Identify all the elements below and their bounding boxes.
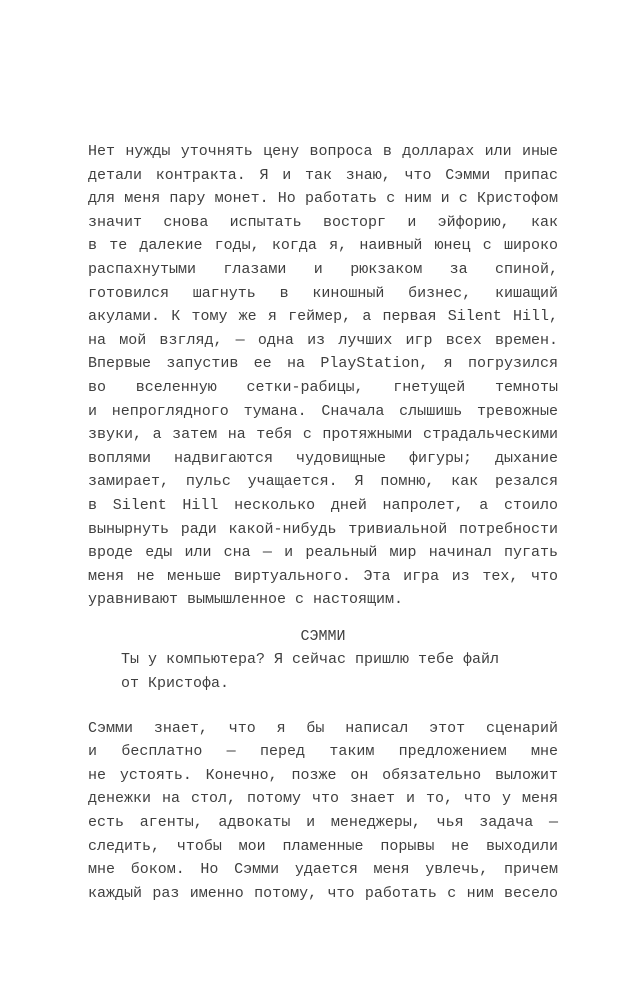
text-line: акулами. К тому же я геймер, а первая Silent Hill, [88, 308, 558, 326]
text-line: и бесплатно — перед таким предложением мне [88, 743, 558, 761]
screenplay-dialogue-block [88, 625, 558, 696]
page-text-column [88, 140, 558, 905]
text-line: и непроглядного тумана. Сначала слышишь тревожные [88, 402, 558, 420]
text-line: для меня пару монет. Но работать с ним и с Кристофом [88, 190, 558, 208]
text-line: следить, чтобы мои пламенные порывы не выходили [88, 837, 558, 855]
text-line: меня не меньше виртуального. Эта игра из тех, что [88, 567, 558, 585]
text-line: значит снова испытать восторг и эйфорию, как [88, 213, 558, 231]
text-line: Нет нужды уточнять цену вопроса в долларах или иные [88, 143, 558, 160]
dialogue-text [121, 648, 558, 695]
text-line: вроде еды или сна — и реальный мир начинал пугать [88, 544, 558, 562]
text-line: распахнутыми глазами и рюкзаком за спиной, [88, 260, 558, 278]
text-line: на мой взгляд, — одна из лучших игр всех времен. [88, 331, 558, 349]
text-line: звуки, а затем на тебя с протяжными страдальческими [88, 426, 558, 444]
text-line: в Silent Hill несколько дней напролет, а стоило [88, 496, 558, 514]
text-line: детали контракта. Я и так знаю, что Сэмми припас [88, 166, 558, 184]
text-line: есть агенты, адвокаты и менеджеры, чья задача — [88, 814, 558, 832]
narrative-paragraph-2 [88, 717, 558, 906]
text-line: мне боком. Но Сэмми удается меня увлечь, причем [88, 861, 558, 879]
text-line: уравнивают вымышленное с настоящим. [88, 591, 404, 609]
text-line: Сэмми знает, что я бы написал этот сценарий [88, 719, 558, 737]
text-line: в те далекие годы, когда я, наивный юнец с широко [88, 237, 558, 255]
text-line: денежки на стол, потому что знает и то, что у меня [88, 790, 558, 808]
text-line: готовился шагнуть в киношный бизнес, кишащий [88, 284, 558, 302]
text-line: от Кристофа. [121, 675, 230, 693]
text-line: во вселенную сетки-рабицы, гнетущей темноты [88, 378, 558, 396]
text-line: воплями надвигаются чудовищные фигуры; дыхание [88, 449, 558, 467]
narrative-paragraph-1 [88, 140, 558, 612]
text-line: замирает, пульс учащается. Я помню, как резался [88, 473, 558, 491]
text-line: Впервые запустив ее на PlayStation, я погрузился [88, 355, 558, 373]
text-line: не устоять. Конечно, позже он обязательно выложит [88, 766, 558, 784]
text-line: Ты у компьютера? Я сейчас пришлю тебе файл [121, 651, 500, 669]
text-line: вынырнуть ради какой-нибудь тривиальной потребности [88, 520, 558, 538]
text-line: каждый раз именно потому, что работать с ним весело [88, 884, 558, 902]
dialogue-character-name: СЭММИ [300, 627, 346, 645]
